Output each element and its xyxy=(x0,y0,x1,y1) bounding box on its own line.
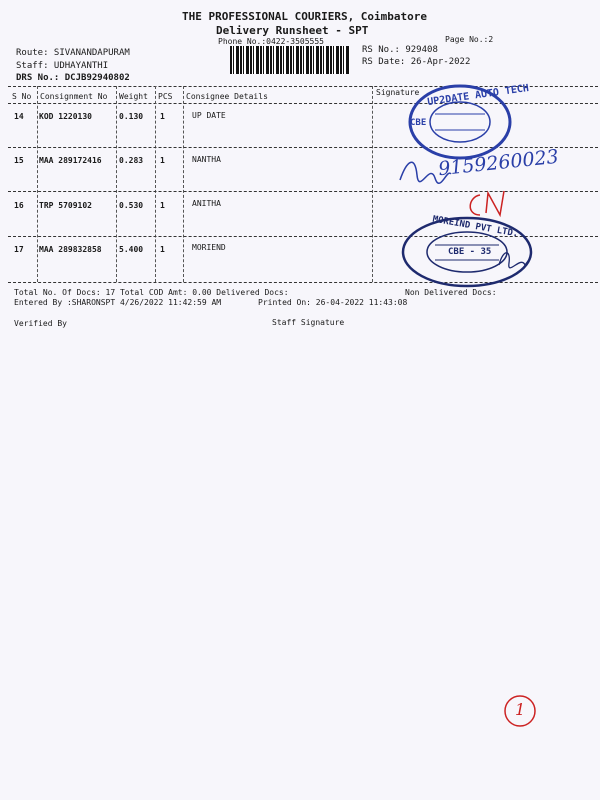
non-delivered-docs: Non Delivered Docs: xyxy=(405,288,497,297)
row-sno: 14 xyxy=(14,112,24,121)
row-consignment: TRP 5709102 xyxy=(39,201,92,210)
col-divider xyxy=(155,86,156,282)
red-mark-path xyxy=(470,195,480,215)
barcode xyxy=(230,46,350,74)
handwritten-phone: 9159260023 xyxy=(437,145,560,181)
row-weight: 5.400 xyxy=(119,245,144,254)
stamp2-text: MOREIND PVT LTD. xyxy=(431,214,519,240)
col-header-consignee: Consignee Details xyxy=(186,92,268,101)
verified-by: Verified By xyxy=(14,319,67,328)
signature-scribble-2 xyxy=(495,245,535,275)
company-name: THE PROFESSIONAL COURIERS, Coimbatore xyxy=(182,10,428,23)
col-header-sno: S No xyxy=(12,92,32,101)
col-divider xyxy=(37,86,38,282)
row-sno: 15 xyxy=(14,156,24,165)
col-divider xyxy=(372,86,373,282)
col-divider xyxy=(183,86,184,282)
stamp-inner-ring xyxy=(430,102,490,142)
drs-number: DRS No.: DCJB92940802 xyxy=(16,73,130,83)
row-pcs: 1 xyxy=(160,112,165,121)
entered-by: Entered By :SHARONSPT 4/26/2022 11:42:59 AM xyxy=(14,298,222,307)
row-weight: 0.283 xyxy=(119,156,144,165)
docs-summary: Total No. Of Docs: 17 Total COD Amt: 0.00 Delivered Docs: xyxy=(14,288,289,297)
route-label: Route: SIVANANDAPURAM xyxy=(16,48,130,58)
row-consignee: UP DATE xyxy=(192,111,226,120)
stamp1-side: CBE xyxy=(410,118,427,128)
row-consignment: KOD 1220130 xyxy=(39,112,92,121)
circled-number: 1 xyxy=(515,700,526,719)
printed-on: Printed On: 26-04-2022 11:43:08 xyxy=(258,298,408,307)
row-consignee: NANTHA xyxy=(192,155,221,164)
staff-signature: Staff Signature xyxy=(272,318,345,327)
col-divider xyxy=(116,86,117,282)
rs-number: RS No.: 929408 xyxy=(362,45,438,55)
row-pcs: 1 xyxy=(160,156,165,165)
sheet-title: Delivery Runsheet - SPT xyxy=(216,24,369,37)
row-consignee: ANITHA xyxy=(192,199,221,208)
stamp1-text: UP2DATE AUTO TECH xyxy=(426,82,530,109)
row-consignment: MAA 289172416 xyxy=(39,156,102,165)
red-mark-path xyxy=(486,191,504,215)
row-consignment: MAA 289832858 xyxy=(39,245,102,254)
col-header-consignment: Consignment No xyxy=(40,92,108,101)
row-pcs: 1 xyxy=(160,201,165,210)
col-header-pcs: PCS xyxy=(158,92,173,101)
page-number: Page No.:2 xyxy=(445,35,494,44)
col-header-signature: Signature xyxy=(376,88,420,97)
rs-date: RS Date: 26-Apr-2022 xyxy=(362,57,471,67)
stamp2-code: CBE - 35 xyxy=(448,247,492,257)
signature-path xyxy=(499,253,531,268)
col-header-weight: Weight xyxy=(119,92,148,101)
row-weight: 0.530 xyxy=(119,201,144,210)
row-weight: 0.130 xyxy=(119,112,144,121)
row-sno: 16 xyxy=(14,201,24,210)
phone-number: Phone No.:0422-3505555 xyxy=(218,37,324,46)
row-consignee: MORIEND xyxy=(192,243,226,252)
staff-label: Staff: UDHAYANTHI xyxy=(16,61,109,71)
row-sno: 17 xyxy=(14,245,24,254)
row-pcs: 1 xyxy=(160,245,165,254)
